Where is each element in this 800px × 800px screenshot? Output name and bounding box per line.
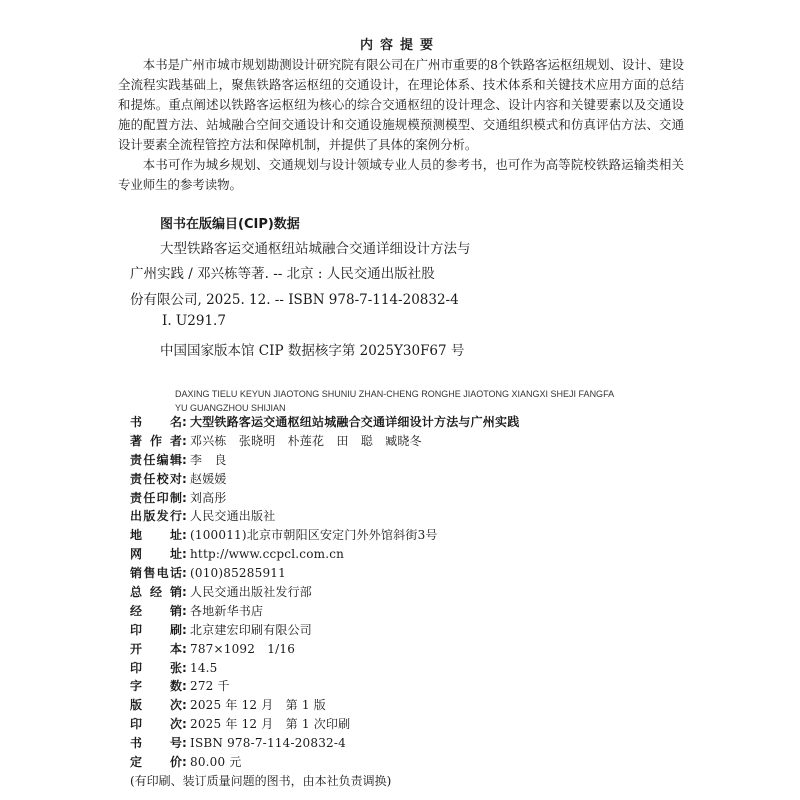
summary-paragraph: 本书可作为城乡规划、交通规划与设计领域专业人员的参考书，也可作为高等院校铁路运输类相关专业师生的参考读物。	[118, 157, 684, 192]
spec-row	[130, 432, 519, 451]
spec-label: 著作者	[130, 433, 182, 448]
spec-value: 刘高彤	[190, 490, 227, 505]
spec-value: 邓兴栋 张晓明 朴莲花 田 聪 臧晓冬	[190, 433, 422, 448]
spec-label: 总经销	[130, 585, 182, 600]
pinyin-title	[175, 387, 614, 415]
publication-specs	[130, 413, 519, 791]
spec-colon: :	[182, 585, 187, 600]
spec-label: 网址	[130, 547, 182, 562]
spec-value: 赵媛媛	[190, 471, 227, 486]
spec-row	[130, 640, 519, 659]
spec-label: 责任校对	[130, 471, 182, 486]
spec-colon: :	[182, 547, 187, 562]
spec-colon: :	[182, 755, 187, 770]
spec-label: 责任印制	[130, 490, 182, 505]
cip-classification: Ⅰ. U291.7	[162, 313, 226, 329]
spec-row	[130, 489, 519, 508]
spec-colon: :	[182, 471, 187, 486]
spec-label: 书号	[130, 736, 182, 751]
spec-value: 2025 年 12 月 第 1 次印刷	[190, 717, 351, 732]
spec-value: 14.5	[190, 660, 218, 675]
spec-value: 大型铁路客运交通枢纽站城融合交通详细设计方法与广州实践	[190, 415, 520, 429]
cip-line: 广州实践 / 邓兴栋等著. -- 北京 : 人民交通出版社股	[130, 266, 435, 282]
spec-value: 787×1092 1/16	[190, 641, 296, 656]
spec-colon: :	[182, 736, 187, 751]
spec-label: 书名	[130, 415, 182, 429]
spec-label: 地址	[130, 528, 182, 543]
spec-colon: :	[182, 566, 187, 581]
spec-row	[130, 696, 519, 715]
spec-colon: :	[182, 528, 187, 543]
spec-label: 定价	[130, 755, 182, 770]
spec-label: 经销	[130, 603, 182, 618]
spec-value: http://www.ccpcl.com.cn	[190, 547, 345, 562]
spec-value: (100011)北京市朝阳区安定门外外馆斜街3号	[190, 528, 438, 543]
spec-value: 人民交通出版社发行部	[190, 585, 313, 600]
spec-row	[130, 621, 519, 640]
spec-colon: :	[182, 698, 187, 713]
summary-section	[118, 55, 684, 195]
spec-label: 出版发行	[130, 509, 182, 524]
spec-row	[130, 602, 519, 621]
cip-line: 大型铁路客运交通枢纽站城融合交通详细设计方法与	[160, 241, 471, 257]
summary-title: 内容提要	[359, 38, 440, 53]
spec-value: 80.00 元	[190, 755, 242, 770]
spec-label: 印张	[130, 660, 182, 675]
spec-value: 李 良	[190, 452, 227, 467]
spec-value: 272 千	[190, 679, 230, 694]
spec-value: 人民交通出版社	[190, 509, 276, 524]
spec-colon: :	[182, 622, 187, 637]
spec-row	[130, 451, 519, 470]
spec-colon: :	[182, 679, 187, 694]
spec-label: 开本	[130, 641, 182, 656]
spec-row	[130, 583, 519, 602]
spec-value: ISBN 978-7-114-20832-4	[190, 736, 346, 751]
cip-heading: 图书在版编目(CIP)数据	[160, 217, 300, 232]
spec-colon: :	[182, 717, 187, 732]
spec-row	[130, 564, 519, 583]
cip-record-number: 中国国家版本馆 CIP 数据核字第 2025Y30F67 号	[160, 343, 465, 359]
spec-label: 销售电话	[130, 566, 182, 581]
spec-row	[130, 545, 519, 564]
spec-colon: :	[182, 509, 187, 524]
spec-colon: :	[182, 452, 187, 467]
spec-value: 各地新华书店	[190, 603, 264, 618]
cip-line: 份有限公司, 2025. 12. -- ISBN 978-7-114-20832-4	[130, 292, 459, 308]
spec-label: 责任编辑	[130, 452, 182, 467]
spec-colon: :	[182, 415, 187, 429]
quality-note: (有印刷、装订质量问题的图书，由本社负责调换)	[130, 773, 392, 788]
spec-value: (010)85285911	[190, 566, 286, 581]
spec-row	[130, 526, 519, 545]
spec-label: 版次	[130, 698, 182, 713]
pinyin-line: DAXING TIELU KEYUN JIAOTONG SHUNIU ZHAN-CHENG RONGHE JIAOTONG XIANGXI SHEJI FANGFA	[175, 389, 615, 399]
spec-row	[130, 753, 519, 772]
spec-row	[130, 734, 519, 753]
summary-paragraph: 本书是广州市城市规划勘测设计研究院有限公司在广州市重要的8个铁路客运枢纽规划、设计、建设全流程实践基础上，聚焦铁路客运枢纽的交通设计，在理论体系、技术体系和关键技术应用方面的总结和提炼。重点阐述以铁路客运枢纽为核心的综合交通枢纽的设计理念、设计内容和关键要素以及交通设施的配置方法、站城融合空间交通设计和交通设施规模预测模型、交通组织模式和仿真评估方法、交通设计要素全流程管控方法和保障机制，并提供了具体的案例分析。	[118, 57, 684, 152]
spec-colon: :	[182, 641, 187, 656]
spec-row	[130, 470, 519, 489]
spec-label: 字数	[130, 679, 182, 694]
spec-row	[130, 677, 519, 696]
spec-value: 2025 年 12 月 第 1 版	[190, 698, 326, 713]
spec-row	[130, 715, 519, 734]
spec-row	[130, 507, 519, 526]
spec-value: 北京建宏印刷有限公司	[190, 622, 313, 637]
spec-colon: :	[182, 490, 187, 505]
spec-label: 印次	[130, 717, 182, 732]
spec-colon: :	[182, 433, 187, 448]
spec-row	[130, 659, 519, 678]
spec-colon: :	[182, 660, 187, 675]
pinyin-line: YU GUANGZHOU SHIJIAN	[175, 403, 286, 413]
spec-colon: :	[182, 603, 187, 618]
spec-label: 印刷	[130, 622, 182, 637]
spec-row	[130, 413, 519, 432]
